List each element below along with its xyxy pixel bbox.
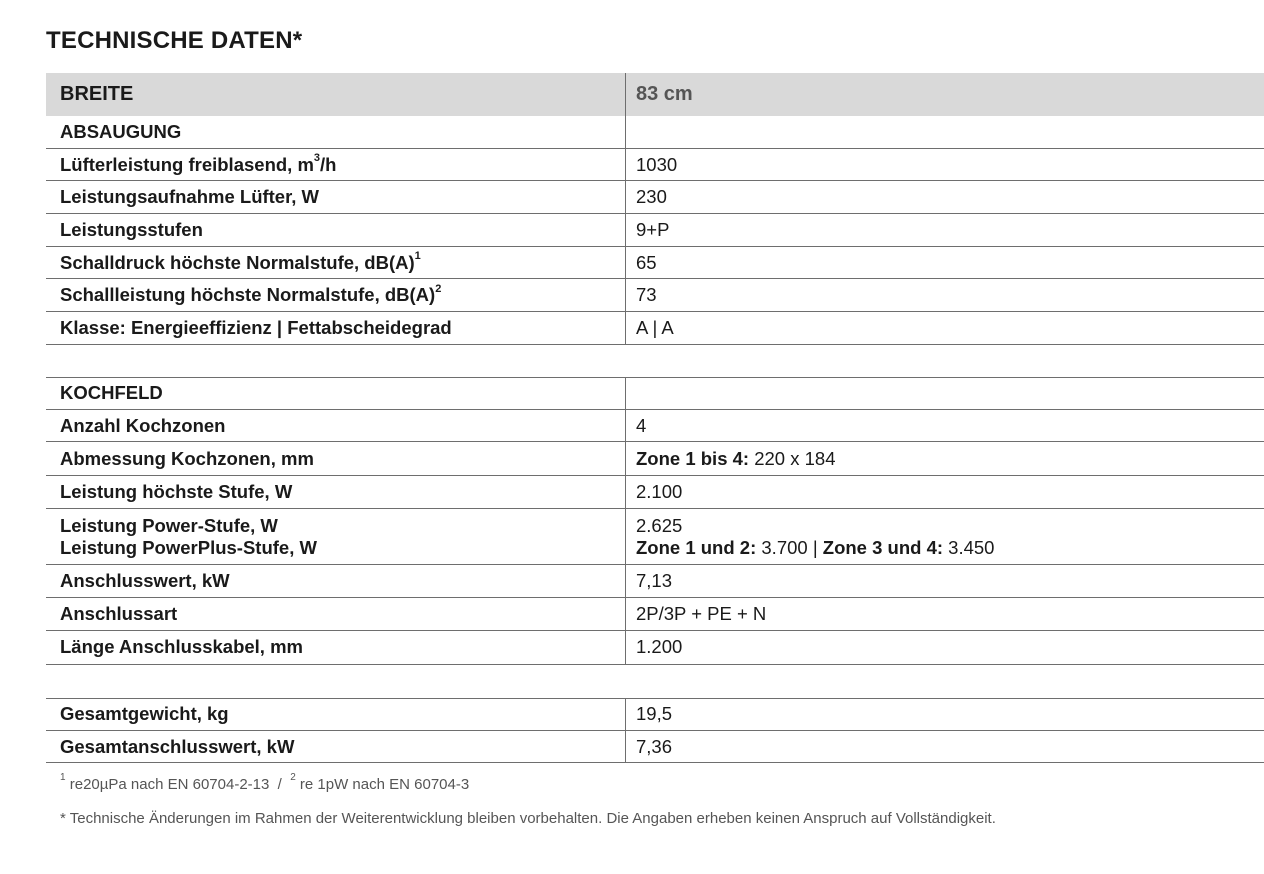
disclaimer: * Technische Änderungen im Rahmen der Weiterentwicklung bleiben vorbehalten. Die Angaben erheben keinen Anspruch auf Vollständigkeit. [60, 810, 996, 827]
row-value: 9+P [636, 218, 670, 240]
table-row [46, 631, 1264, 665]
page-title: TECHNISCHE DATEN* [46, 27, 303, 54]
header-value: 83 cm [636, 83, 693, 105]
footnote-text: re20µPa nach EN 60704-2-13 / [65, 776, 291, 793]
row-value: A | A [636, 316, 674, 338]
zone-label: Zone 1 und 2: [636, 536, 757, 558]
table-row [46, 731, 1264, 764]
row-value: 4 [636, 414, 647, 436]
table-row [46, 476, 1264, 509]
table-row-double [46, 509, 1264, 565]
footnote-marker: 1 [60, 772, 66, 783]
row-label: Abmessung Kochzonen, mm [46, 442, 626, 475]
row-value: 2.625 [636, 514, 683, 536]
spec-table-absaugung [46, 73, 1264, 345]
table-row [46, 149, 1264, 182]
row-value: 2.100 [636, 481, 683, 503]
row-value: 1.200 [636, 636, 683, 658]
row-label: Leistung Power-Stufe, W [60, 514, 278, 536]
header-label: BREITE [46, 73, 626, 116]
row-label: Anzahl Kochzonen [46, 410, 626, 442]
row-label-tail: /h [320, 153, 337, 175]
row-value: 2P/3P + PE + N [636, 602, 767, 624]
header-row [46, 73, 1264, 116]
row-value: 230 [636, 186, 667, 208]
section-kochfeld: KOCHFELD [46, 378, 626, 409]
row-label: Gesamtgewicht, kg [46, 699, 626, 730]
table-row [46, 410, 1264, 443]
row-value: 73 [636, 284, 657, 306]
row-label: Leistung PowerPlus-Stufe, W [60, 536, 317, 558]
table-row [46, 565, 1264, 598]
row-label: Gesamtanschlusswert, kW [46, 731, 626, 763]
row-value: 1030 [636, 153, 678, 175]
row-value: 7,36 [636, 735, 673, 757]
table-row [46, 698, 1264, 731]
table-row [46, 442, 1264, 476]
row-value: 7,13 [636, 570, 673, 592]
row-label: Lüfterleistung freiblasend, m [60, 153, 314, 175]
row-value: 65 [636, 251, 657, 273]
footnote-references [60, 772, 470, 793]
row-label: Schalldruck höchste Normalstufe, dB(A) [60, 251, 415, 273]
row-label: Länge Anschlusskabel, mm [46, 631, 626, 664]
table-row [46, 312, 1264, 345]
superscript: 3 [313, 152, 321, 165]
row-value: 3.700 | [756, 536, 823, 558]
section-row [46, 377, 1264, 410]
row-label: Klasse: Energieeffizienz | Fettabscheidegrad [46, 312, 626, 344]
row-value: 220 x 184 [749, 447, 836, 469]
row-label: Anschlussart [46, 598, 626, 630]
spec-table-gesamt [46, 698, 1264, 763]
table-row [46, 214, 1264, 247]
row-label: Anschlusswert, kW [46, 565, 626, 597]
row-value: 3.450 [943, 536, 995, 558]
row-value: 19,5 [636, 703, 673, 725]
footnote-marker: 2 [290, 772, 296, 783]
superscript: 1 [414, 250, 421, 263]
row-label: Leistungsaufnahme Lüfter, W [46, 181, 626, 213]
superscript: 2 [435, 283, 442, 296]
section-absaugung: ABSAUGUNG [60, 120, 182, 142]
table-row [46, 598, 1264, 631]
footnote-text: re 1pW nach EN 60704-3 [295, 776, 470, 793]
table-row [46, 181, 1264, 214]
spec-table-kochfeld [46, 377, 1264, 665]
row-label: Leistungsstufen [46, 214, 626, 246]
row-label: Schallleistung höchste Normalstufe, dB(A) [60, 284, 436, 306]
section-row [46, 116, 1264, 149]
zone-label: Zone 1 bis 4: [636, 447, 750, 469]
table-row [46, 279, 1264, 312]
zone-label: Zone 3 und 4: [822, 536, 944, 558]
table-row [46, 247, 1264, 280]
row-label: Leistung höchste Stufe, W [46, 476, 626, 508]
